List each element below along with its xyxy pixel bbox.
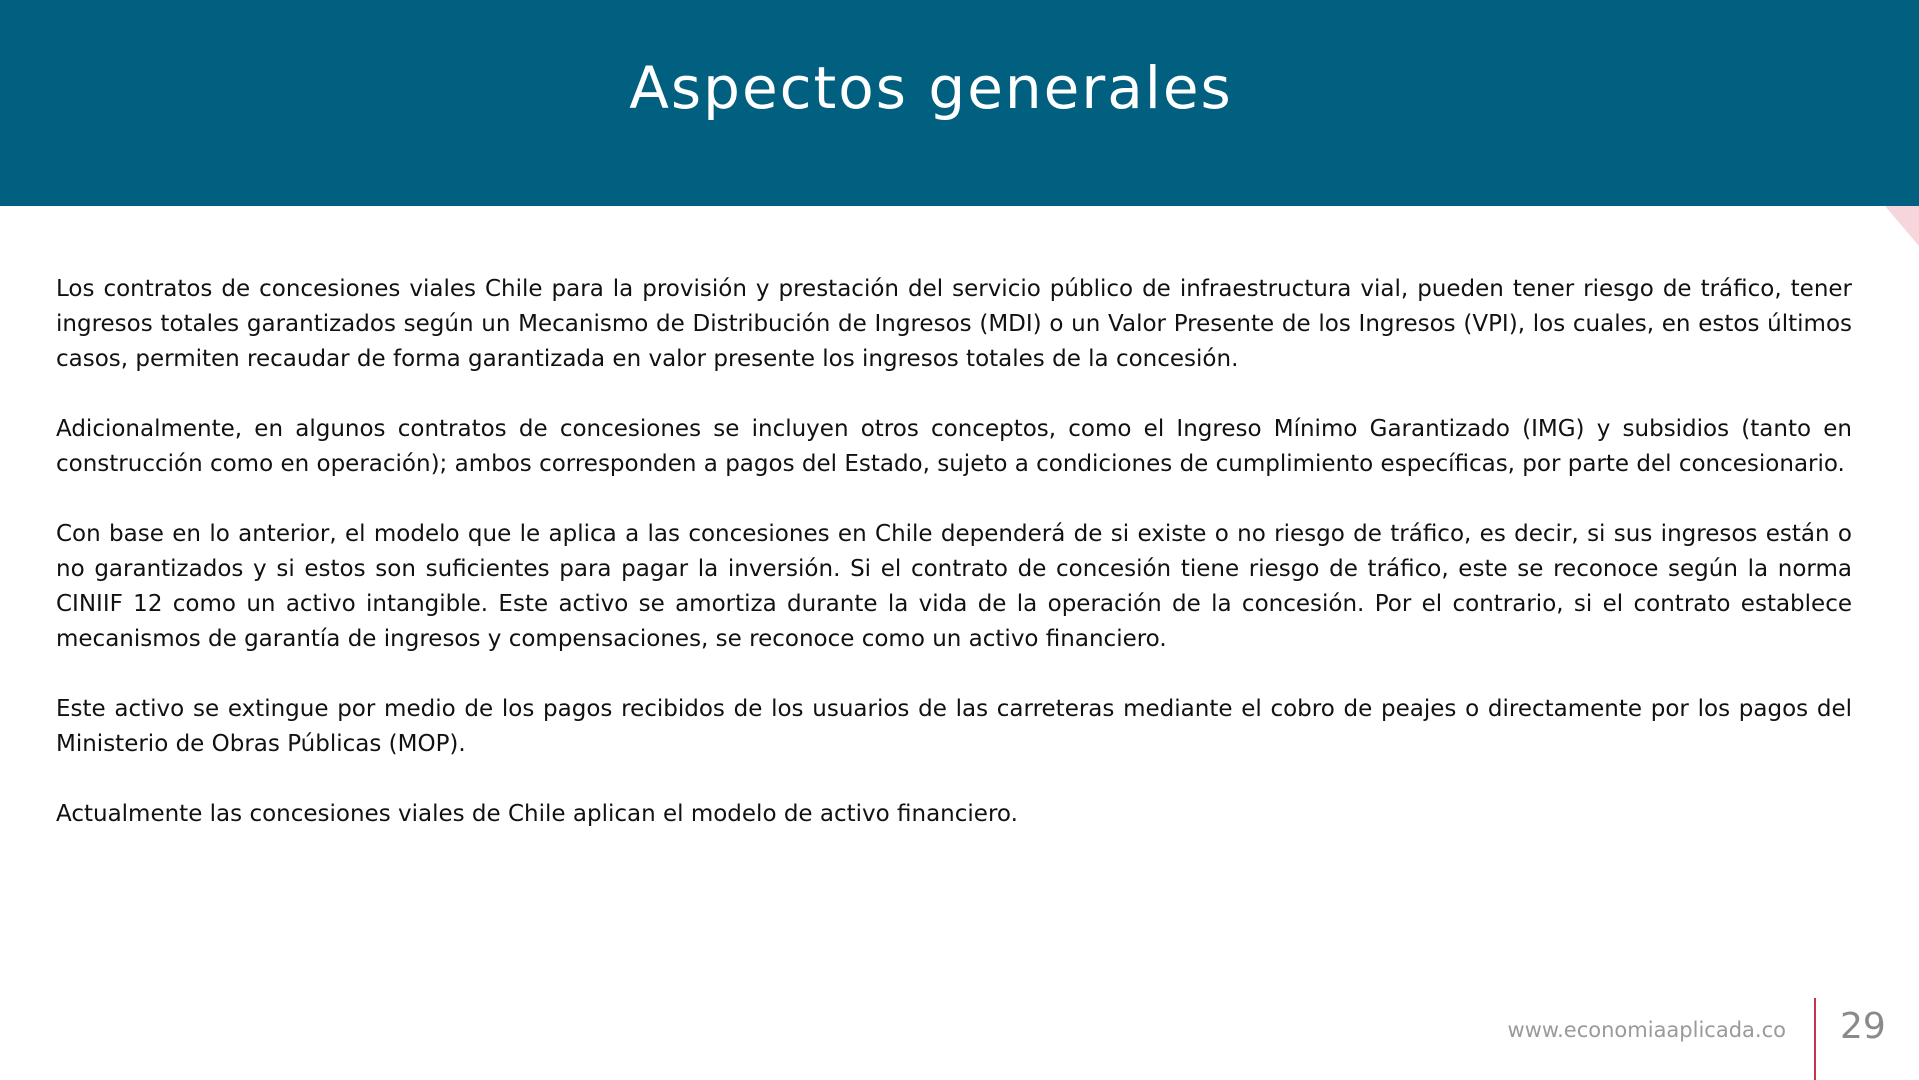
paragraph-3: Con base en lo anterior, el modelo que le aplica a las concesiones en Chile dependerá de si existe o no riesgo de tráfico, es decir, si sus ingresos están o no garantizados y si estos son suficientes para pagar la inversión. Si el contrato de concesión tiene riesgo de tráfico, este se reconoce según la norma CINIIF 12 como un activo intangible. Este activo se amortiza durante la vida de la operación de la concesión. Por el contrario, si el contrato establece mecanismos de garantía de ingresos y compensaciones, se reconoce como un activo financiero. (56, 521, 1852, 652)
paragraph-2: Adicionalmente, en algunos contratos de concesiones se incluyen otros conceptos, como el Ingreso Mínimo Garantizado (IMG) y subsidios (tanto en construcción como en operación); ambos corresponden a pagos del Estado, sujeto a condiciones de cumplimiento específicas, por parte del concesionario. (56, 416, 1852, 477)
slide-title: Aspectos generales (629, 54, 1233, 122)
paragraph-4: Este activo se extingue por medio de los pagos recibidos de los usuarios de las carreteras mediante el cobro de peajes o directamente por los pagos del Ministerio de Obras Públicas (MOP). (56, 696, 1852, 757)
page-number: 29 (1840, 1006, 1886, 1047)
footer-url[interactable]: www.economiaaplicada.co (1507, 1018, 1786, 1042)
footer-divider (1814, 998, 1816, 1080)
body-text (56, 272, 1852, 867)
corner-accent (1885, 206, 1919, 246)
header-band (0, 0, 1919, 206)
paragraph-5: Actualmente las concesiones viales de Chile aplican el modelo de activo financiero. (56, 801, 1018, 827)
paragraph-1: Los contratos de concesiones viales Chile para la provisión y prestación del servicio público de infraestructura vial, pueden tener riesgo de tráfico, tener ingresos totales garantizados según un Mecanismo de Distribución de Ingresos (MDI) o un Valor Presente de los Ingresos (VPI), los cuales, en estos últimos casos, permiten recaudar de forma garantizada en valor presente los ingresos totales de la concesión. (56, 276, 1852, 372)
